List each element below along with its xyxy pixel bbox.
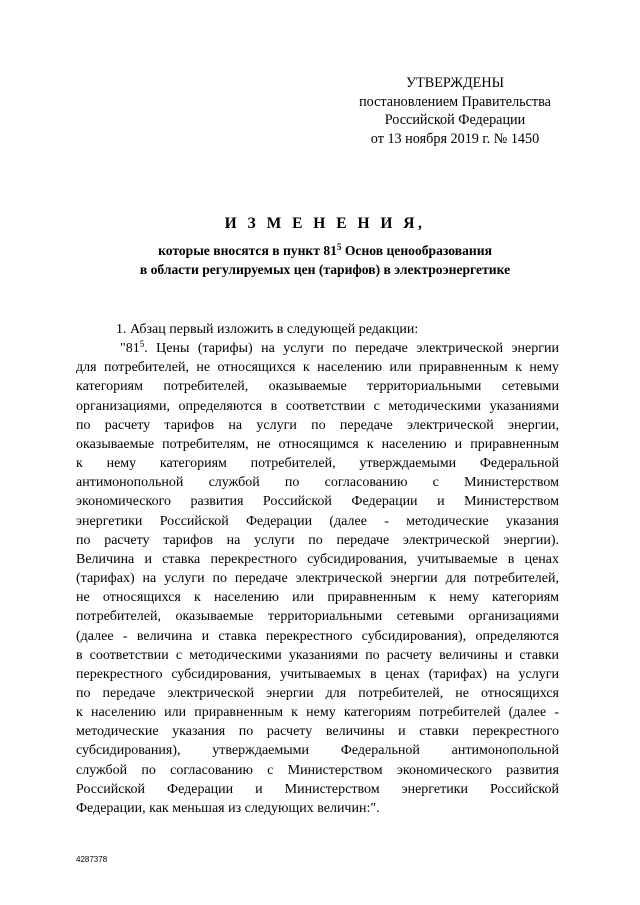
approval-heading: УТВЕРЖДЕНЫ (406, 75, 504, 91)
body-line: к населению или приравненным к нему категориям потребителей (далее - (76, 705, 559, 721)
body-line: не относящихся к населению или приравненным к нему категориям (76, 590, 559, 606)
title-main: И З М Е Н Е Н И Я, (224, 215, 426, 232)
approval-line-3: от 13 ноября 2019 г. № 1450 (370, 130, 540, 147)
body-line: к нему категориям потребителей, утверждаемыми Федеральной (76, 456, 559, 472)
body-line: оказываемые потребителям, не относящимся к населению и приравненным (76, 436, 559, 452)
title-subtitle-2: в области регулируемых цен (тарифов) в электроэнергетике (139, 261, 511, 277)
body-line: экономического развития Российской Федерации и Министерством (76, 494, 559, 510)
approval-line-2: Российской Федерации (384, 112, 526, 128)
approval-block (340, 74, 570, 148)
body-line: по передаче электрической энергии для потребителей, не относящихся (76, 685, 559, 701)
title-sub1-before: которые вносятся в пункт 81 (158, 243, 337, 258)
body-line: категориям потребителей, оказываемые территориальными сетевыми (76, 379, 559, 395)
document-number: 4287378 (76, 855, 108, 864)
body-line: в соответствии с методическими указаниями по расчету величины и ставки (76, 647, 559, 663)
quote-sup: 5 (139, 339, 145, 350)
body-line-text: . Цены (тарифы) на услуги по передаче электрической энергии (144, 341, 559, 357)
body-line: потребителей, оказываемые территориальными сетевыми организациями (76, 609, 559, 625)
body-line: для потребителей, не относящихся к населению или приравненным к нему (76, 360, 559, 376)
body-line: Величина и ставка перекрестного субсидирования, учитываемые в ценах (76, 551, 559, 567)
body-line: (тарифах) на услуги по передаче электрической энергии для потребителей, (76, 571, 559, 587)
title-subtitle-1 (80, 242, 570, 261)
body-line: методические указания по расчету величины и ставки перекрестного (76, 724, 559, 740)
body-line: по расчету тарифов на услуги по передаче электрической энергии). (76, 532, 559, 548)
item-1-heading: 1. Абзац первый изложить в следующей редакции: (116, 322, 419, 337)
body-line: антимонопольной службой по согласованию с Министерством (76, 475, 559, 491)
body-line: по расчету тарифов на услуги по передаче электрической энергии, (76, 417, 559, 433)
body-line: службой по согласованию с Министерством экономического развития (76, 762, 559, 778)
body-line: (далее - величина и ставка перекрестного субсидирования), определяются (76, 628, 559, 644)
title-sub1-after: Основ ценообразования (341, 243, 492, 258)
body-line: организациями, определяются в соответствии с методическими указаниями (76, 398, 559, 414)
body-line: Российской Федерации и Министерством энергетики Российской (76, 781, 559, 797)
body-line: энергетики Российской Федерации (далее - методические указания (76, 513, 559, 529)
title-sub1-sup: 5 (336, 242, 342, 252)
approval-line-1: постановлением Правительства (359, 93, 551, 110)
body-line: Федерации, как меньшая из следующих величин:". (76, 800, 380, 816)
quote-open: "81 (120, 341, 140, 357)
body-line: субсидирования), утверждаемыми Федеральной антимонопольной (76, 743, 559, 759)
document-title (80, 214, 570, 279)
body-line (76, 339, 559, 358)
document-body (76, 320, 559, 818)
body-line: перекрестного субсидирования, учитываемых в ценах (тарифах) на услуги (76, 666, 559, 682)
